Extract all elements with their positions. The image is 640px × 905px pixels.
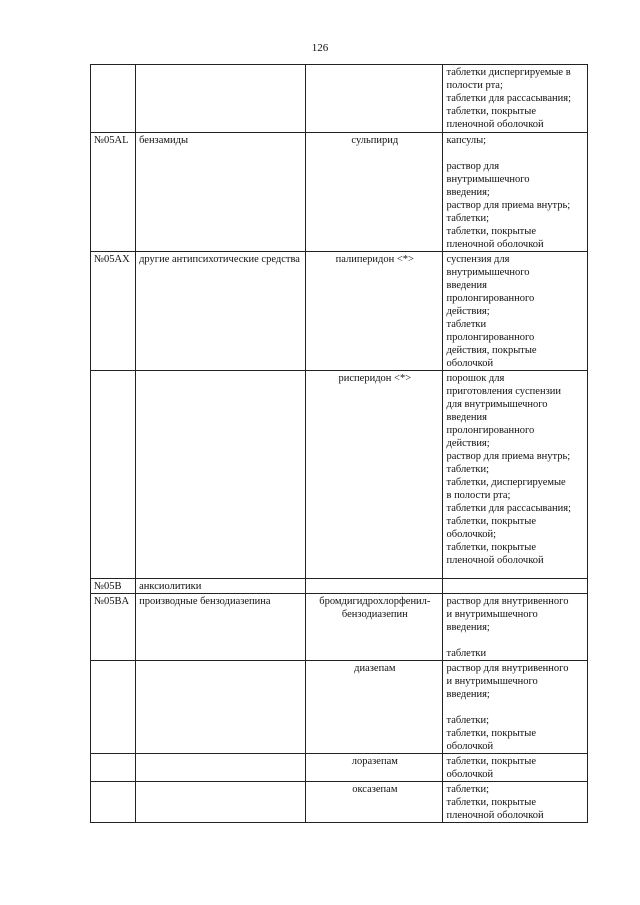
dosage-form-line: таблетки; [446, 213, 490, 224]
table-row [91, 782, 588, 823]
drug-table [90, 64, 588, 823]
dosage-form-line: введения; [446, 622, 490, 633]
atc-code-cell: №05B [91, 579, 136, 594]
dosage-form-line: порошок для [446, 373, 505, 384]
atc-code-cell [91, 65, 136, 133]
dosage-form-line: раствор для внутривенного [446, 663, 569, 674]
table-row [91, 594, 588, 661]
dosage-form-line: оболочкой [446, 741, 494, 752]
drug-name-cell: палиперидон <*> [306, 252, 443, 371]
table-row [91, 252, 588, 371]
dosage-form-line: внутримышечного [446, 174, 530, 185]
drug-name-cell [306, 579, 443, 594]
atc-code-cell [91, 661, 136, 754]
dosage-form-line: введения; [446, 187, 490, 198]
drug-name-cell [306, 65, 443, 133]
anatomical-therapeutic-group-cell [136, 754, 306, 782]
dosage-form-gap [446, 147, 585, 160]
drug-name-cell [306, 594, 443, 661]
dosage-form-line: таблетки; [446, 784, 490, 795]
dosage-form-line: таблетки, диспергируемые [446, 477, 566, 488]
drug-name-cell: лоразепам [306, 754, 443, 782]
anatomical-therapeutic-group-cell: бензамиды [136, 133, 306, 252]
dosage-form-line: раствор для внутривенного [446, 596, 569, 607]
dosage-form-line: таблетки, покрытые [446, 542, 536, 553]
dosage-form-line: пленочной оболочкой [446, 555, 544, 566]
atc-code-cell [91, 371, 136, 579]
dosage-form-gap [446, 701, 585, 714]
dosage-form-line: пленочной оболочкой [446, 239, 544, 250]
dosage-form-line: таблетки; [446, 715, 490, 726]
anatomical-therapeutic-group-cell: производные бензодиазепина [136, 594, 306, 661]
dosage-form-line: таблетки диспергируемые в [446, 67, 571, 78]
dosage-form-line: действия; [446, 306, 490, 317]
dosage-form-line: суспензия для [446, 254, 510, 265]
dosage-form-line: раствор для приема внутрь; [446, 451, 571, 462]
dosage-form-line: полости рта; [446, 80, 503, 91]
dosage-form-cell [443, 252, 588, 371]
dosage-form-cell [443, 65, 588, 133]
dosage-form-cell [443, 754, 588, 782]
atc-code-cell [91, 782, 136, 823]
dosage-form-line: оболочкой; [446, 529, 497, 540]
atc-code-cell: №05BA [91, 594, 136, 661]
table-row [91, 133, 588, 252]
dosage-form-line: введения [446, 280, 487, 291]
dosage-form-line: внутримышечного [446, 267, 530, 278]
dosage-form-line: пленочной оболочкой [446, 119, 544, 130]
table-row [91, 579, 588, 594]
dosage-form-cell [443, 661, 588, 754]
dosage-form-line: действия, покрытые [446, 345, 537, 356]
dosage-form-line: таблетки для рассасывания; [446, 503, 572, 514]
atc-code-cell: №05AL [91, 133, 136, 252]
dosage-form-line: таблетки, покрытые [446, 797, 536, 808]
dosage-form-line: таблетки, покрытые [446, 106, 536, 117]
dosage-form-line: таблетки [446, 648, 487, 659]
dosage-form-line: пролонгированного [446, 332, 535, 343]
dosage-form-line: пролонгированного [446, 425, 535, 436]
dosage-form-line: капсулы; [446, 135, 487, 146]
dosage-form-line: таблетки, покрытые [446, 516, 536, 527]
dosage-form-line: пленочной оболочкой [446, 810, 544, 821]
dosage-form-line: и внутримышечного [446, 676, 538, 687]
table-row [91, 65, 588, 133]
anatomical-therapeutic-group-cell [136, 782, 306, 823]
table-body [91, 65, 588, 823]
dosage-form-cell [443, 782, 588, 823]
dosage-form-line: таблетки [446, 319, 487, 330]
dosage-form-cell [443, 133, 588, 252]
dosage-form-cell [443, 594, 588, 661]
table-row [91, 371, 588, 579]
drug-name-cell: диазепам [306, 661, 443, 754]
dosage-form-line: раствор для приема внутрь; [446, 200, 571, 211]
dosage-form-line: таблетки; [446, 464, 490, 475]
table-row [91, 754, 588, 782]
anatomical-therapeutic-group-cell [136, 65, 306, 133]
dosage-form-line: оболочкой [446, 358, 494, 369]
anatomical-therapeutic-group-cell: анксиолитики [136, 579, 306, 594]
dosage-form-cell [443, 579, 588, 594]
dosage-form-line: введения [446, 412, 487, 423]
atc-code-cell [91, 754, 136, 782]
dosage-form-line: раствор для [446, 161, 500, 172]
drug-name-line: бензодиазепин [341, 609, 408, 620]
drug-name-cell: рисперидон <*> [306, 371, 443, 579]
dosage-form-line: в полости рта; [446, 490, 511, 501]
anatomical-therapeutic-group-cell: другие антипсихотические средства [136, 252, 306, 371]
dosage-form-line: приготовления суспензии [446, 386, 561, 397]
page-number: 126 [311, 42, 329, 54]
dosage-form-line: таблетки, покрытые [446, 756, 536, 767]
dosage-form-line: для внутримышечного [446, 399, 548, 410]
drug-name-cell: сульпирид [306, 133, 443, 252]
anatomical-therapeutic-group-cell [136, 371, 306, 579]
anatomical-therapeutic-group-cell [136, 661, 306, 754]
dosage-form-line: и внутримышечного [446, 609, 538, 620]
dosage-form-line: действия; [446, 438, 490, 449]
dosage-form-line: оболочкой [446, 769, 494, 780]
dosage-form-line: таблетки, покрытые [446, 728, 536, 739]
dosage-form-line: таблетки, покрытые [446, 226, 536, 237]
dosage-form-cell [443, 371, 588, 579]
drug-name-line: бромдигидрохлорфенил- [319, 596, 431, 607]
dosage-form-line: введения; [446, 689, 490, 700]
dosage-form-line: пролонгированного [446, 293, 535, 304]
dosage-form-gap [446, 634, 585, 647]
atc-code-cell: №05AX [91, 252, 136, 371]
table-row [91, 661, 588, 754]
dosage-form-line: таблетки для рассасывания; [446, 93, 572, 104]
drug-name-cell: оксазепам [306, 782, 443, 823]
